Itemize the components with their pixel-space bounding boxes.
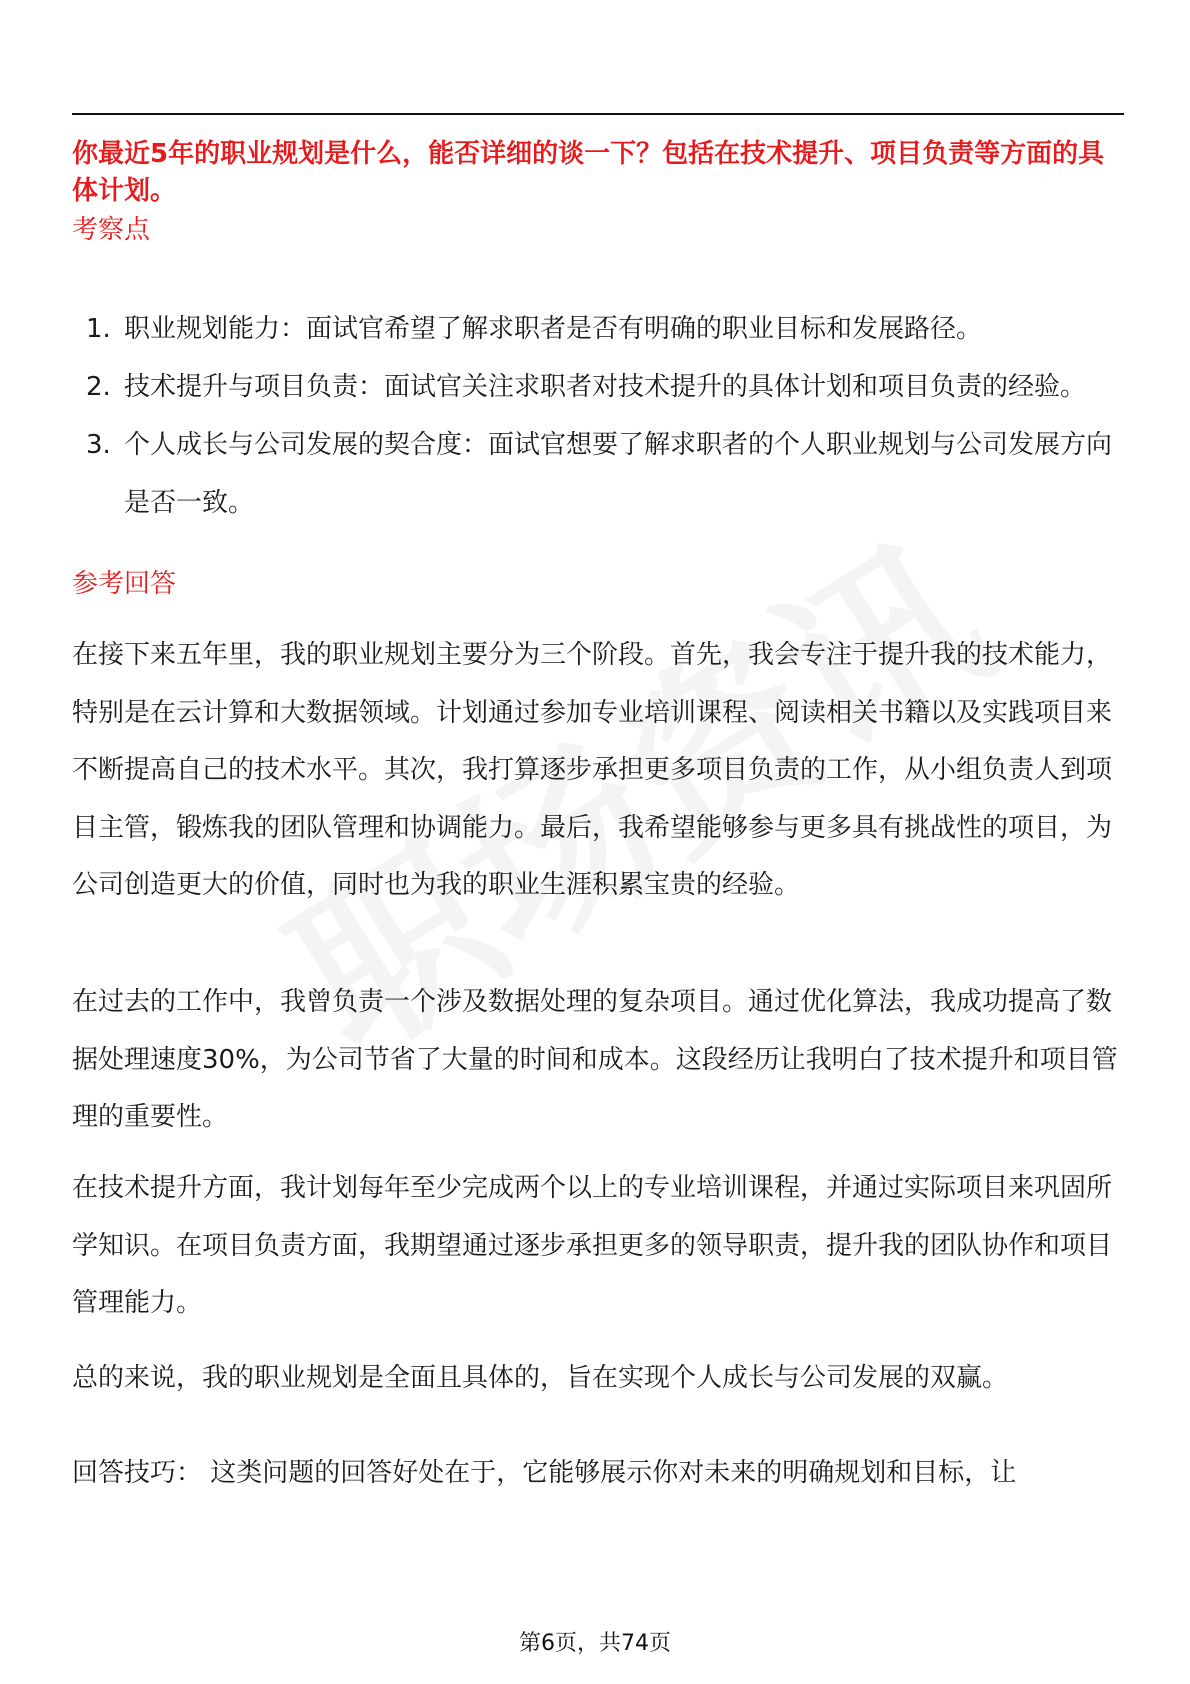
key-point-item [72,358,1124,416]
top-rule [72,113,1124,115]
key-point-text: 职业规划能力：面试官希望了解求职者是否有明确的职业目标和发展路径。 [124,314,983,344]
key-point-text: 技术提升与项目负责：面试官关注求职者对技术提升的具体计划和项目负责的经验。 [124,372,1087,402]
key-points-heading: 考察点 [72,215,151,245]
answer-paragraph: 在技术提升方面，我计划每年至少完成两个以上的专业培训课程，并通过实际项目来巩固所学知识。在项目负责方面，我期望通过逐步承担更多的领导职责，提升我的团队协作和项目管理能力。 [72,1173,1113,1318]
key-point-item [72,300,1124,358]
answer-paragraph: 在过去的工作中，我曾负责一个涉及数据处理的复杂项目。通过优化算法，我成功提高了数据处理速度30%，为公司节省了大量的时间和成本。这段经历让我明白了技术提升和项目管理的重要性。 [72,987,1118,1132]
key-point-number: 3. [86,430,111,460]
key-point-number: 1. [86,314,111,344]
answer-heading: 参考回答 [72,569,177,599]
key-point-number: 2. [86,372,111,402]
key-point-text: 个人成长与公司发展的契合度：面试官想要了解求职者的个人职业规划与公司发展方向是否一致。 [124,430,1113,518]
answer-paragraph: 在接下来五年里，我的职业规划主要分为三个阶段。首先，我会专注于提升我的技术能力，特别是在云计算和大数据领域。计划通过参加专业培训课程、阅读相关书籍以及实践项目来不断提高自己的技术水平。其次，我打算逐步承担更多项目负责的工作，从小组负责人到项目主管，锻炼我的团队管理和协调能力。最后，我希望能够参与更多具有挑战性的项目，为公司创造更大的价值，同时也为我的职业生涯积累宝贵的经验。 [72,640,1113,900]
answer-paragraph: 总的来说，我的职业规划是全面且具体的，旨在实现个人成长与公司发展的双赢。 [72,1363,1009,1393]
question-title: 你最近5年的职业规划是什么，能否详细的谈一下？包括在技术提升、项目负责等方面的具体计划。 [72,139,1105,206]
answer-tips: 回答技巧： 这类问题的回答好处在于，它能够展示你对未来的明确规划和目标，让 [72,1458,1017,1488]
page-number: 第6页，共74页 [519,1631,671,1656]
key-point-item [72,416,1124,532]
key-points-list [72,300,1124,532]
